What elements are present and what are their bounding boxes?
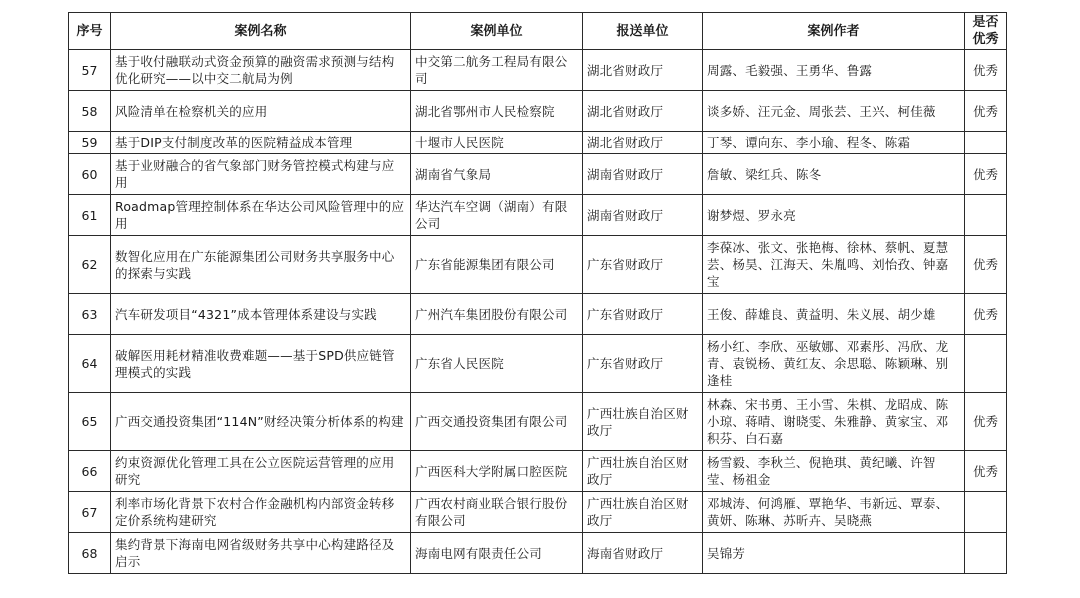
cell-unit: 十堰市人民医院 <box>411 132 583 154</box>
cell-submitter: 广东省财政厅 <box>583 294 703 335</box>
table-row <box>69 533 1007 574</box>
cell-submitter: 湖北省财政厅 <box>583 132 703 154</box>
cell-no: 66 <box>69 451 111 492</box>
header-row <box>69 13 1007 50</box>
cell-authors: 王俊、薛雄良、黄益明、朱义展、胡少雄 <box>703 294 965 335</box>
cell-unit: 广西农村商业联合银行股份有限公司 <box>411 492 583 533</box>
cell-no: 62 <box>69 236 111 294</box>
cell-no: 68 <box>69 533 111 574</box>
cell-authors: 丁琴、谭向东、李小瑜、程冬、陈霜 <box>703 132 965 154</box>
cell-name: 约束资源优化管理工具在公立医院运营管理的应用研究 <box>111 451 411 492</box>
cell-authors: 周露、毛毅强、王勇华、鲁露 <box>703 50 965 91</box>
table-row <box>69 294 1007 335</box>
cell-unit: 中交第二航务工程局有限公司 <box>411 50 583 91</box>
cell-submitter: 广西壮族自治区财政厅 <box>583 451 703 492</box>
header-submitter: 报送单位 <box>583 13 703 50</box>
table-row <box>69 393 1007 451</box>
cell-unit: 广西医科大学附属口腔医院 <box>411 451 583 492</box>
header-name: 案例名称 <box>111 13 411 50</box>
cell-submitter: 湖南省财政厅 <box>583 195 703 236</box>
cell-unit: 湖北省鄂州市人民检察院 <box>411 91 583 132</box>
cell-authors: 林森、宋书勇、王小雪、朱棋、龙昭成、陈小琼、蒋晴、谢晓雯、朱雅静、黄家宝、邓积芬、白石嘉 <box>703 393 965 451</box>
cell-excellent <box>965 195 1007 236</box>
cell-excellent <box>965 132 1007 154</box>
cell-authors: 谈多娇、汪元金、周张芸、王兴、柯佳薇 <box>703 91 965 132</box>
table-row <box>69 451 1007 492</box>
cell-name: 破解医用耗材精准收费难题——基于SPD供应链管理模式的实践 <box>111 335 411 393</box>
table-row <box>69 132 1007 154</box>
cell-no: 65 <box>69 393 111 451</box>
cell-excellent <box>965 335 1007 393</box>
table-row <box>69 154 1007 195</box>
cell-authors: 詹敏、梁红兵、陈冬 <box>703 154 965 195</box>
cell-name: 基于业财融合的省气象部门财务管控模式构建与应用 <box>111 154 411 195</box>
cell-unit: 海南电网有限责任公司 <box>411 533 583 574</box>
header-unit: 案例单位 <box>411 13 583 50</box>
header-no: 序号 <box>69 13 111 50</box>
cell-name: 基于收付融联动式资金预算的融资需求预测与结构优化研究——以中交二航局为例 <box>111 50 411 91</box>
cell-name: 数智化应用在广东能源集团公司财务共享服务中心的探索与实践 <box>111 236 411 294</box>
cell-submitter: 广西壮族自治区财政厅 <box>583 393 703 451</box>
cell-authors: 杨小红、李欣、巫敏娜、邓素彤、冯欣、龙青、袁锐杨、黄红友、余思聪、陈颖琳、别逢桂 <box>703 335 965 393</box>
cell-authors: 谢梦煜、罗永亮 <box>703 195 965 236</box>
cell-no: 63 <box>69 294 111 335</box>
cell-name: 广西交通投资集团“114N”财经决策分析体系的构建 <box>111 393 411 451</box>
cell-no: 58 <box>69 91 111 132</box>
cell-submitter: 湖南省财政厅 <box>583 154 703 195</box>
header-excellent: 是否优秀 <box>965 13 1007 50</box>
cell-no: 67 <box>69 492 111 533</box>
table-row <box>69 50 1007 91</box>
cell-submitter: 广东省财政厅 <box>583 236 703 294</box>
cell-submitter: 海南省财政厅 <box>583 533 703 574</box>
cell-authors: 邓城涛、何鸿雁、覃艳华、韦新远、覃泰、黄妍、陈琳、苏昕卉、吴晓燕 <box>703 492 965 533</box>
cell-excellent: 优秀 <box>965 50 1007 91</box>
cell-submitter: 湖北省财政厅 <box>583 50 703 91</box>
cell-submitter: 广西壮族自治区财政厅 <box>583 492 703 533</box>
table-row <box>69 91 1007 132</box>
cell-unit: 华达汽车空调（湖南）有限公司 <box>411 195 583 236</box>
cell-excellent: 优秀 <box>965 91 1007 132</box>
table-row <box>69 492 1007 533</box>
cell-unit: 广东省能源集团有限公司 <box>411 236 583 294</box>
cell-excellent: 优秀 <box>965 294 1007 335</box>
cell-name: 基于DIP支付制度改革的医院精益成本管理 <box>111 132 411 154</box>
cell-unit: 湖南省气象局 <box>411 154 583 195</box>
cell-no: 60 <box>69 154 111 195</box>
cell-authors: 李葆冰、张文、张艳梅、徐林、蔡帆、夏慧芸、杨昊、江海天、朱胤鸣、刘怡孜、钟嘉宝 <box>703 236 965 294</box>
cell-no: 57 <box>69 50 111 91</box>
cell-authors: 杨雪毅、李秋兰、倪艳琪、黄纪曦、许智莹、杨祖金 <box>703 451 965 492</box>
cell-submitter: 湖北省财政厅 <box>583 91 703 132</box>
cell-authors: 吴锦芳 <box>703 533 965 574</box>
cell-unit: 广西交通投资集团有限公司 <box>411 393 583 451</box>
cell-no: 59 <box>69 132 111 154</box>
table-row <box>69 236 1007 294</box>
cell-excellent <box>965 492 1007 533</box>
table-row <box>69 335 1007 393</box>
cell-no: 64 <box>69 335 111 393</box>
cell-excellent: 优秀 <box>965 393 1007 451</box>
cell-submitter: 广东省财政厅 <box>583 335 703 393</box>
cell-name: 汽车研发项目“4321”成本管理体系建设与实践 <box>111 294 411 335</box>
cell-unit: 广州汽车集团股份有限公司 <box>411 294 583 335</box>
cell-excellent <box>965 533 1007 574</box>
cell-name: 集约背景下海南电网省级财务共享中心构建路径及启示 <box>111 533 411 574</box>
table-row <box>69 195 1007 236</box>
cell-name: 利率市场化背景下农村合作金融机构内部资金转移定价系统构建研究 <box>111 492 411 533</box>
cell-excellent: 优秀 <box>965 236 1007 294</box>
header-authors: 案例作者 <box>703 13 965 50</box>
cell-name: 风险清单在检察机关的应用 <box>111 91 411 132</box>
case-table <box>68 12 1007 574</box>
cell-unit: 广东省人民医院 <box>411 335 583 393</box>
cell-excellent: 优秀 <box>965 154 1007 195</box>
cell-name: Roadmap管理控制体系在华达公司风险管理中的应用 <box>111 195 411 236</box>
cell-no: 61 <box>69 195 111 236</box>
cell-excellent: 优秀 <box>965 451 1007 492</box>
